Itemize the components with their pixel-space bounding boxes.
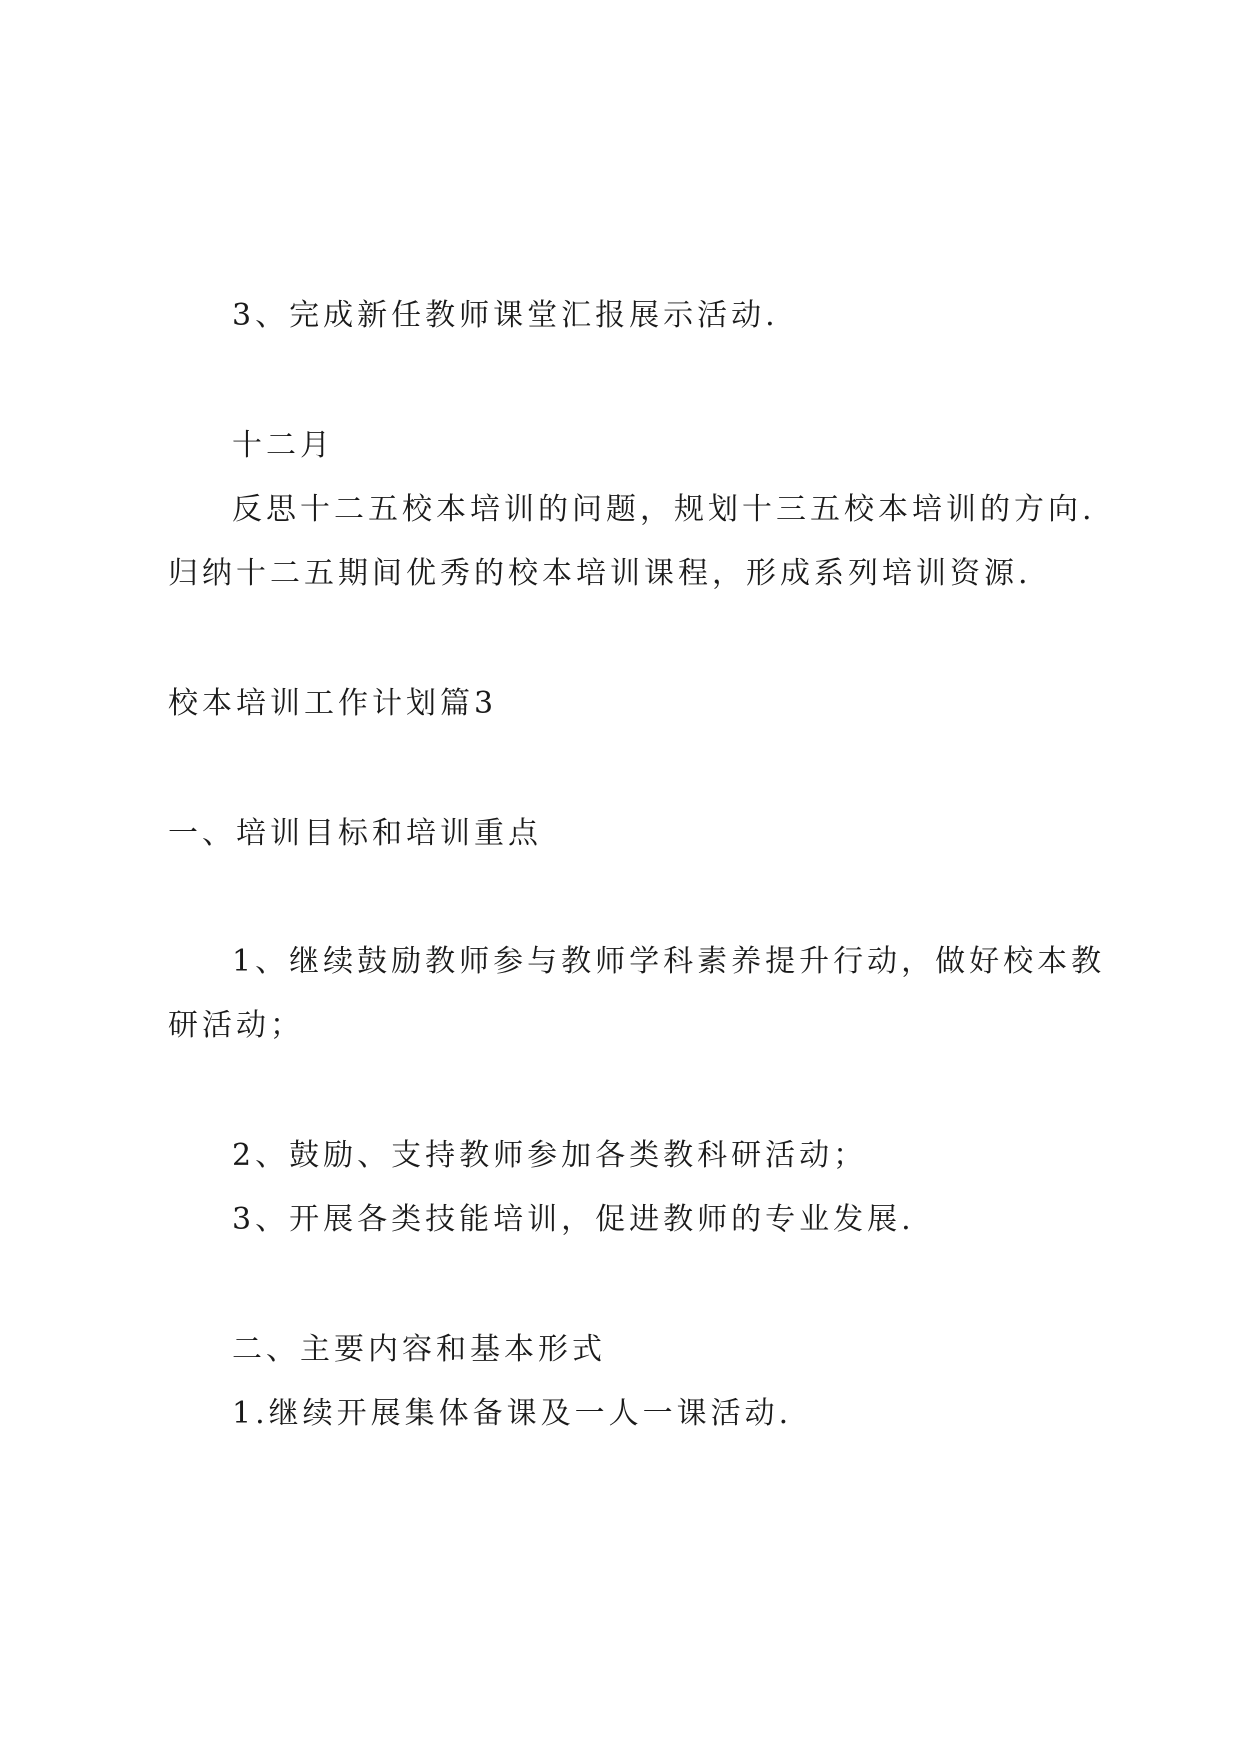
heading-main-content: 二、主要内容和基本形式 — [232, 1332, 606, 1367]
paragraph-reflect-plan-line-1: 反思十二五校本培训的问题，规划十三五校本培训的方向. — [232, 492, 1096, 527]
paragraph-reflect-plan-line-2: 归纳十二五期间优秀的校本培训课程，形成系列培训资源. — [168, 556, 1032, 591]
list-item-skills-training: 3、开展各类技能培训，促进教师的专业发展. — [232, 1202, 915, 1237]
list-item-encourage-literacy-line-2: 研活动； — [168, 1008, 304, 1043]
month-heading-december: 十二月 — [232, 428, 334, 463]
list-item-collective-lesson-prep: 1.继续开展集体备课及一人一课活动. — [232, 1396, 793, 1431]
list-item-support-research: 2、鼓励、支持教师参加各类教科研活动； — [232, 1138, 868, 1173]
section-title-plan-3: 校本培训工作计划篇3 — [168, 686, 498, 721]
list-item-finish-new-teacher-showcase: 3、完成新任教师课堂汇报展示活动. — [232, 298, 779, 333]
list-item-encourage-literacy-line-1: 1、继续鼓励教师参与教师学科素养提升行动，做好校本教 — [232, 944, 1106, 979]
heading-training-goals: 一、培训目标和培训重点 — [168, 816, 542, 851]
